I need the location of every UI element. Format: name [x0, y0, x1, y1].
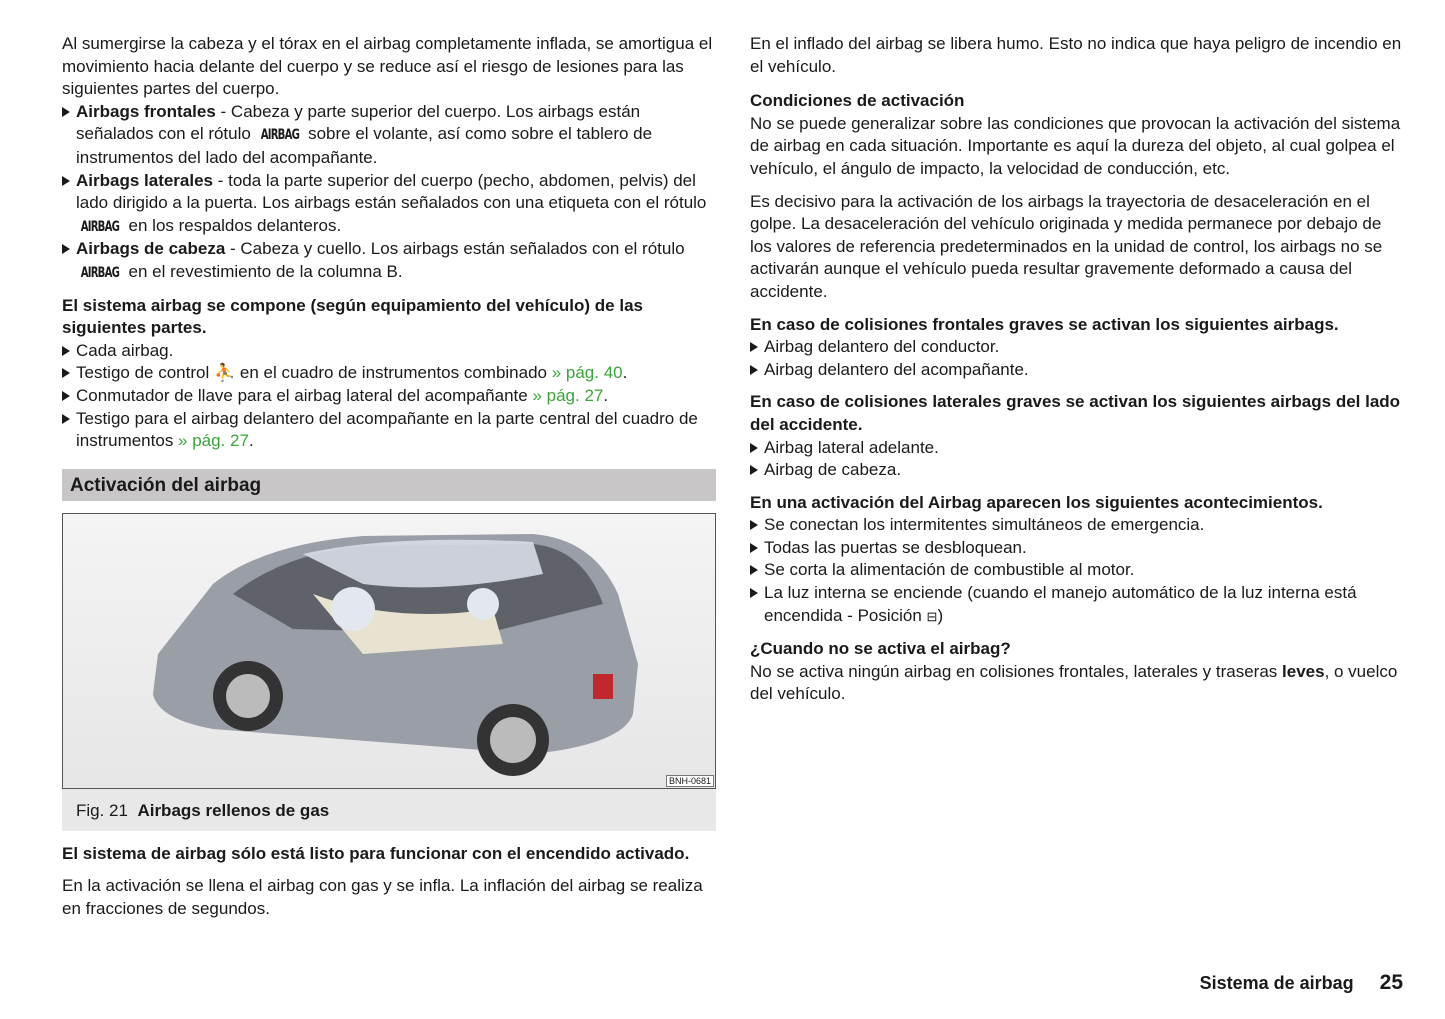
airbag-label: AIRBAG [80, 218, 120, 235]
page-link[interactable]: » pág. 27 [178, 431, 249, 451]
list-item: Todas las puertas se desbloquean. [750, 537, 1406, 560]
frontal-heading: En caso de colisiones frontales graves se activan los siguientes airbags. [750, 314, 1339, 334]
list-item: Conmutador de llave para el airbag lateral del acompañante » pág. 27. [62, 385, 716, 408]
lateral-list [750, 437, 1406, 482]
list-item: Testigo para el airbag delantero del acompañante en la parte central del cuadro de instrumentos » pág. 27. [62, 408, 716, 453]
airbag-label: AIRBAG [80, 264, 120, 281]
lateral-heading: En caso de colisiones laterales graves se activan los siguientes airbags del lado del accidente. [750, 392, 1401, 434]
right-column [750, 33, 1406, 716]
page-footer [1200, 972, 1403, 995]
figure-code: BNH-0681 [666, 775, 714, 787]
car-illustration [63, 514, 715, 788]
list-item: Airbag lateral adelante. [750, 437, 1406, 460]
figure-caption: Fig. 21 Airbags rellenos de gas [62, 789, 716, 831]
activation-text: En la activación se llena el airbag con gas y se infla. La inflación del airbag se realiza en fracciones de segundos. [62, 876, 703, 918]
conditions-heading: Condiciones de activación [750, 91, 965, 111]
intro-text: Al sumergirse la cabeza y el tórax en el airbag completamente inflada, se amortigua el movimiento hacia delante del cuerpo y se reduce así el riesgo de lesiones para las siguientes partes del cuerpo. [62, 34, 713, 99]
list-item: Airbag delantero del conductor. [750, 336, 1406, 359]
events-list [750, 514, 1406, 628]
ready-heading: El sistema de airbag sólo está listo para funcionar con el encendido activado. [62, 843, 690, 863]
list-item: Airbags laterales - toda la parte superior del cuerpo (pecho, abdomen, pelvis) del lado dirigido a la puerta. Los airbags están señalados con una etiqueta con el rótulo AIRBAG en los respaldos delanteros. [62, 170, 716, 239]
interior-light-icon: ⊟ [926, 608, 938, 624]
section-title: Activación del airbag [62, 469, 716, 501]
left-column [62, 33, 716, 930]
list-item: Airbag delantero del acompañante. [750, 359, 1406, 382]
decisive-text: Es decisivo para la activación de los airbags la trayectoria de desaceleración en el golpe. La desaceleración del vehículo originada y medida permanece por debajo de los valores de referencia predeterminados en la unidad de control, los airbags no se activarán aunque el vehículo pueda resultar gravemente deformado a causa del accidente. [750, 191, 1383, 301]
page-link[interactable]: » pág. 40 [551, 363, 623, 383]
when-text: No se activa ningún airbag en colisiones frontales, laterales y traseras leves, o vuelco del vehículo. [750, 661, 1398, 704]
list-item: Testigo de control ⛹ en el cuadro de instrumentos combinado » pág. 40. [62, 362, 716, 385]
list-item: Airbags de cabeza - Cabeza y cuello. Los airbags están señalados con el rótulo AIRBAG en el revestimiento de la columna B. [62, 238, 716, 284]
list-item: La luz interna se enciende (cuando el manejo automático de la luz interna está encendida - Posición ⊟) [750, 582, 1406, 628]
when-heading: ¿Cuando no se activa el airbag? [750, 639, 1011, 659]
airbag-label: AIRBAG [260, 127, 299, 144]
list-item: Se conectan los intermitentes simultáneos de emergencia. [750, 514, 1406, 537]
frontal-list [750, 336, 1406, 381]
conditions-text: No se puede generalizar sobre las condiciones que provocan la activación del sistema de airbag en cada situación. Importante es aquí la dureza del objeto, al cual golpea el vehículo, el ángulo de impacto, la velocidad de conducción, etc. [750, 113, 1401, 178]
footer-section: Sistema de airbag [1199, 973, 1354, 994]
list-item: Cada airbag. [62, 340, 716, 363]
airbag-warning-icon: ⛹ [213, 363, 236, 383]
airbag-parts-list [62, 101, 716, 285]
system-list [62, 340, 716, 453]
smoke-text: En el inflado del airbag se libera humo. Esto no indica que haya peligro de incendio en el vehículo. [750, 34, 1402, 76]
list-item: Airbag de cabeza. [750, 459, 1406, 482]
system-heading: El sistema airbag se compone (según equipamiento del vehículo) de las siguientes partes. [62, 295, 643, 338]
list-item: Se corta la alimentación de combustible al motor. [750, 559, 1406, 582]
events-heading: En una activación del Airbag aparecen los siguientes acontecimientos. [750, 492, 1323, 512]
list-item: Airbags frontales - Cabeza y parte superior del cuerpo. Los airbags están señalados con el rótulo AIRBAG sobre el volante, así como sobre el tablero de instrumentos del lado del acompañante. [62, 101, 716, 170]
page-number: 25 [1379, 971, 1403, 995]
page-link[interactable]: » pág. 27 [532, 385, 604, 405]
figure-car-airbags [62, 513, 716, 789]
